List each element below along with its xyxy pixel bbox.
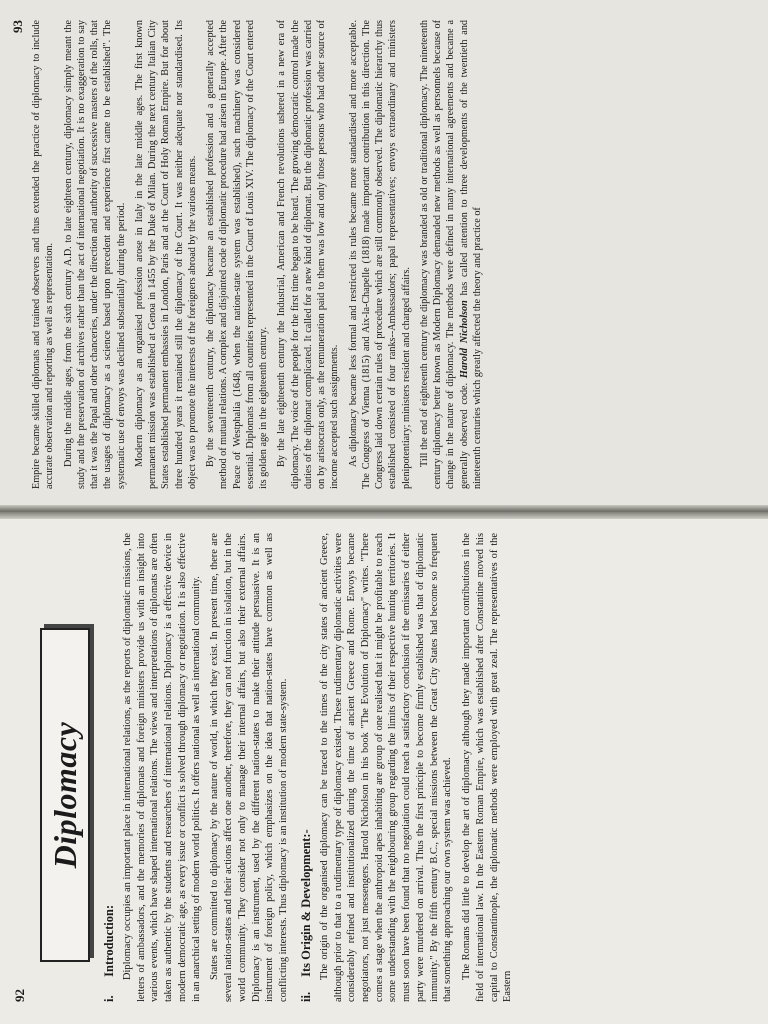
paragraph: By the late eighteenth century the Industrial, American and French revolutions ushered in a new era of diplomacy. The voice of the people for the first time began to be heard. The growing democratic control made the duties of the diplomat complicated. It called for a new kind of diplomat. But the diplomatic profession was carried on by aristocrats only, as the remuneration paid to them was low and only those persons who had other source of income accepted such assignments. [276, 20, 341, 489]
book-gutter [0, 505, 768, 519]
paragraph: Modern diplomacy as an organised profession arose in Italy in the late middle ages. The first known permanent mission was established at Genoa in 1455 by the Duke of Milan. During the next century Italian City States established permanent embassies in London, Paris and at the Court of Holy Roman Empire. But for about three hundred years it remained still the diplomacy of the Court. It was neither adequate nor standardised. Its object was to promote the interests of the foreigners abroad by the various means. [133, 20, 198, 489]
paragraph-text: Till the end of eighteenth century the diplomacy was branded as old or traditional diplomacy. The nineteenth century diplomacy better known as Modern Diplomacy demanded new methods as well as personnels because of change in the nature of diplomacy. The methods were defined in many international agreements and became a generally observed code. [418, 20, 470, 489]
section-heading-introduction [102, 533, 117, 1002]
right-page [0, 0, 768, 505]
left-page [0, 519, 768, 1024]
paragraph: The origin of the organised diplomacy can be traced to the times of the city states of ancient Greece, although prior to that to a rudimentary type of diplomacy existed. These rudimentary diplomatic activities were considerably refined and institutionalized during the time of ancient Greece and Rome. Envoys became negotiators, not just messengers. Harold Nicholson in his book "The Evolution of Diplomacy" writes. "There comes a stage when the anthropoid apes inhabiting are group of one realised that it might be profitable to reach some understanding with the neighbouring group regarding the limits of their respective hunting territories. It must soon have been found that no negotiation could reach a satisfactory conclusion if the emissaries of either party were murdered on arrival. Thus the first principle to become firmly established was that of diplomatic immunity." By the fifth century B.C., special missions between the Great City States had become so frequent that something approaching our own system was achieved. [318, 533, 454, 1002]
page-number-right: 93 [10, 20, 25, 33]
paragraph: By the seventeenth century, the diplomacy became an established profession and a generally accepted method of mutual relations. A complex and disjointed code of diplomatic procedure had arisen in Europe. After the Peace of Westphalia (1648, when the nation-state system was established), such machinery was considered essential. Diplomats from all countries represented in the Court of Louis XIV. The diplomacy of the Court entered its golden age in the eighteenth century. [205, 20, 269, 489]
paragraph: As diplomacy became less formal and restricted its rules became more standardised and more acceptable. The Congress of Vienna (1815) and Aix-la-Chapelle (1818) made important contribution in this direction. The Congress laid down certain rules of procedure which are still commonly observed. The diplomatic hierarchy thus established consisted of four ranks--Ambassadors; papal representatives; envoys extraordinary and ministers plenipotentiary; ministers resident and charged affairs. [347, 20, 412, 489]
section-title: Introduction: [102, 904, 116, 977]
paragraph: Diplomacy occupies an important place in international relations, as the reports of diplomatic missions, the letters of ambassadors, and the memories of diplomats and foreign ministers provide us with an insight into various events, which have shaped international relations. The views and interpretations of diplomats are often taken as authentic by the students and researchers of international relations. Diplomacy is a effective device in modern democratic age, as every issue or conflict is solved through diplomacy or negotiation. It is also effective in an anarchical setting of modern world politics. It offers national as well as international community. [122, 533, 202, 1002]
section-number: i. [102, 995, 116, 1002]
section-number: ii. [298, 991, 313, 1002]
chapter-title: Diplomacy [46, 721, 83, 869]
paragraph [418, 20, 484, 489]
paragraph: States are committed to diplomacy by the nature of world, in which they exist. In present time, there are several nation-states and their actions affect one another, therefore, they can not function in isolation, but in the world community. They consider not only to manage their internal affairs, but also their external affairs. Diplomacy is an instrument, used by the different nation-states to make their attitude persuasive. It is an instrument of foreign policy, which emphasizes on the idea that nation-states have common as well as conflicting interests. Thus diplomacy is an institution of modern state-system. [209, 533, 290, 1002]
paragraph: Empire became skilled diplomats and trained observers and thus extended the practice of diplomacy to include accurate observation and reporting as well as representation. [31, 20, 56, 489]
section-title: Its Origin & Development:- [298, 829, 313, 977]
section-heading-origin [299, 533, 314, 1002]
paragraph: The Romans did little to develop the art of diplomacy although they made important contributions in the field of international law. In the Eastern Roman Empire, which was established after Constantine moved his capital to Constantinople, the diplomatic methods were employed with great zeal. The representatives of the Eastern [461, 533, 514, 1002]
author-name: Harold Nicholson [458, 300, 470, 379]
chapter-title-box [40, 628, 90, 962]
paragraph: During the middle ages, from the sixth century A.D. to late eighteen century, diplomacy simply meant the study and the preservation of archives rather than the act of international negotiation. It is no exaggeration to say that it was the Papal and other chanceries, under the direction and authority of successive masters of the rolls, that the usages of diplomacy as a science based upon precedent and experience first came to be established". The systematic use of envoys was declined substantially during the period. [62, 20, 127, 489]
paragraph-text: has called attention to three developments of the twentieth and nineteenth centuries which greatly affected the theory and practice of [458, 19, 483, 489]
page-number-left: 92 [12, 989, 27, 1002]
